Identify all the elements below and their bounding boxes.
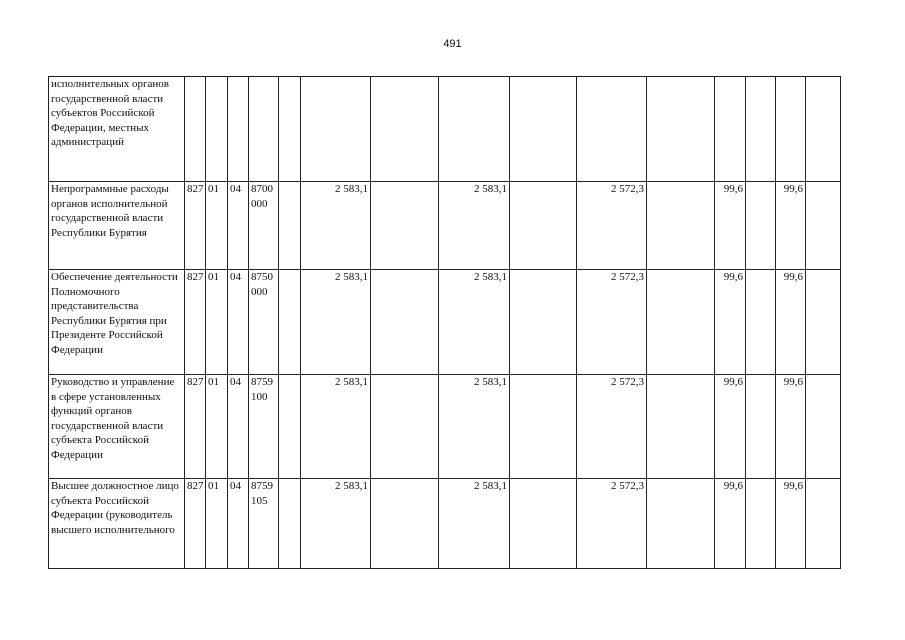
percent-cell: 99,6 [715, 182, 746, 270]
page-number: 491 [443, 38, 462, 50]
admin-code-cell: 827 [185, 375, 206, 479]
subsection-code-cell: 04 [228, 270, 249, 375]
value-cell [647, 77, 715, 182]
value-cell: 2 583,1 [301, 375, 371, 479]
value-cell: 2 583,1 [439, 479, 510, 569]
empty-cell [806, 270, 841, 375]
table-row [49, 375, 841, 479]
value-cell [439, 77, 510, 182]
value-cell [371, 375, 439, 479]
admin-code-cell: 827 [185, 270, 206, 375]
budget-table [48, 76, 841, 569]
value-cell [746, 270, 776, 375]
percent-cell: 99,6 [715, 375, 746, 479]
empty-cell [806, 479, 841, 569]
value-cell [371, 182, 439, 270]
percent-cell: 99,6 [715, 270, 746, 375]
target-article-cell: 8759 100 [249, 375, 279, 479]
value-cell [510, 375, 577, 479]
value-cell [647, 270, 715, 375]
subsection-code-cell: 04 [228, 182, 249, 270]
subsection-code-cell [228, 77, 249, 182]
value-cell: 2 583,1 [301, 270, 371, 375]
value-cell [746, 182, 776, 270]
value-cell [746, 479, 776, 569]
percent-cell [715, 77, 746, 182]
row-name-cell: Непрограммные расходы органов исполнительной государственной власти Республики Бурятия [49, 182, 185, 270]
expense-type-cell [279, 479, 301, 569]
row-name-cell: Руководство и управление в сфере установленных функций органов государственной власти субъекта Российской Федерации [49, 375, 185, 479]
section-code-cell: 01 [206, 375, 228, 479]
admin-code-cell: 827 [185, 182, 206, 270]
percent-cell: 99,6 [715, 479, 746, 569]
subsection-code-cell: 04 [228, 375, 249, 479]
row-name-cell: Высшее должностное лицо субъекта Российской Федерации (руководитель высшего исполнительного [49, 479, 185, 569]
value-cell: 2 572,3 [577, 182, 647, 270]
table-row [49, 77, 841, 182]
value-cell [301, 77, 371, 182]
target-article-cell: 8759 105 [249, 479, 279, 569]
expense-type-cell [279, 270, 301, 375]
value-cell [647, 182, 715, 270]
value-cell: 2 583,1 [439, 270, 510, 375]
subsection-code-cell: 04 [228, 479, 249, 569]
table-row [49, 182, 841, 270]
value-cell [647, 375, 715, 479]
section-code-cell: 01 [206, 479, 228, 569]
value-cell [371, 77, 439, 182]
percent-cell: 99,6 [776, 375, 806, 479]
target-article-cell: 8750 000 [249, 270, 279, 375]
value-cell [510, 270, 577, 375]
section-code-cell [206, 77, 228, 182]
value-cell [510, 182, 577, 270]
section-code-cell: 01 [206, 270, 228, 375]
value-cell: 2 572,3 [577, 479, 647, 569]
value-cell: 2 583,1 [439, 182, 510, 270]
admin-code-cell: 827 [185, 479, 206, 569]
percent-cell [776, 77, 806, 182]
value-cell: 2 583,1 [439, 375, 510, 479]
value-cell [746, 77, 776, 182]
percent-cell: 99,6 [776, 270, 806, 375]
percent-cell: 99,6 [776, 182, 806, 270]
target-article-cell: 8700 000 [249, 182, 279, 270]
target-article-cell [249, 77, 279, 182]
expense-type-cell [279, 77, 301, 182]
expense-type-cell [279, 182, 301, 270]
value-cell [647, 479, 715, 569]
table-row [49, 270, 841, 375]
value-cell [510, 77, 577, 182]
empty-cell [806, 182, 841, 270]
value-cell [746, 375, 776, 479]
empty-cell [806, 77, 841, 182]
percent-cell: 99,6 [776, 479, 806, 569]
value-cell [577, 77, 647, 182]
value-cell [371, 479, 439, 569]
section-code-cell: 01 [206, 182, 228, 270]
row-name-cell: исполнительных органов государственной власти субъектов Российской Федерации, местных администраций [49, 77, 185, 182]
value-cell: 2 583,1 [301, 479, 371, 569]
table-row [49, 479, 841, 569]
value-cell [371, 270, 439, 375]
row-name-cell: Обеспечение деятельности Полномочного представительства Республики Бурятия при Президенте Российской Федерации [49, 270, 185, 375]
admin-code-cell [185, 77, 206, 182]
value-cell: 2 572,3 [577, 270, 647, 375]
value-cell: 2 572,3 [577, 375, 647, 479]
expense-type-cell [279, 375, 301, 479]
value-cell [510, 479, 577, 569]
value-cell: 2 583,1 [301, 182, 371, 270]
empty-cell [806, 375, 841, 479]
